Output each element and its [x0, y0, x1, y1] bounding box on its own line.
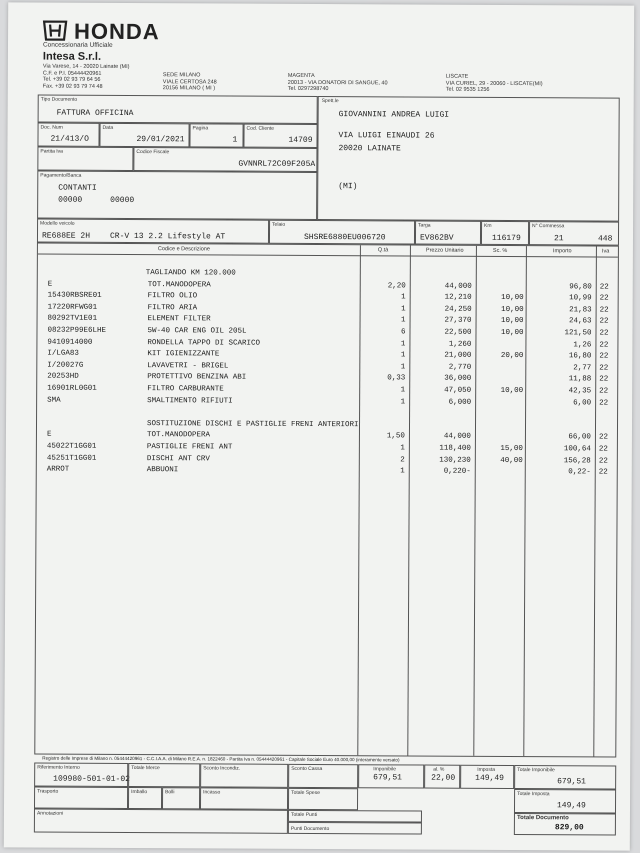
km-label: Km: [484, 222, 492, 229]
item-description: FILTRO CARBURANTE: [147, 385, 224, 394]
item-description: ABBUONI: [146, 466, 179, 475]
item-code: 80292TV1E01: [47, 314, 98, 324]
doc-type-value: FATTURA OFFICINA: [56, 108, 134, 119]
item-quantity: 2,20: [387, 281, 406, 291]
item-unit-price: 21,000: [444, 351, 472, 360]
item-unit-price: 118,400: [439, 444, 471, 453]
packing-box: [128, 787, 162, 809]
payment-box: [37, 171, 317, 220]
item-discount: 10,00: [501, 317, 524, 326]
job-number-value: 448: [597, 234, 613, 244]
item-code: 9410914000: [47, 338, 93, 347]
item-vat: 22: [599, 387, 609, 396]
item-description: KIT IGIENIZZANTE: [147, 350, 220, 359]
column-header-description: Codice e Descrizione: [157, 246, 210, 253]
item-vat: 22: [598, 457, 608, 466]
rate-box: [424, 765, 460, 789]
total-tax-box: [514, 789, 616, 814]
item-description: RONDELLA TAPPO DI SCARICO: [147, 338, 260, 348]
packing-label: Imballo: [131, 789, 148, 796]
discount-box: [200, 763, 288, 787]
customer-box: [317, 96, 620, 222]
branch-line: LISCATE: [445, 73, 469, 80]
goods-total-label: Totale Merce: [131, 765, 160, 772]
taxable-value: 679,51: [373, 773, 402, 783]
internal-ref-box: [34, 763, 128, 787]
item-unit-price: 6,000: [448, 398, 472, 407]
branch-line: Tel. 0297298740: [287, 85, 329, 93]
doc-type-box: [38, 95, 318, 124]
column-header-amount: Importo: [552, 248, 572, 255]
item-code: 16901RL0G01: [47, 384, 97, 393]
item-unit-price: 24,250: [444, 305, 472, 314]
document-total-box: [514, 813, 616, 836]
branch-line: 20156 MILANO ( MI ): [162, 85, 216, 92]
branch-line: 20013 - VIA DONATORI DI SANGUE, 40: [287, 79, 388, 86]
doc-date-box: [99, 123, 189, 147]
plate-box: [415, 221, 481, 245]
tax-value: 149,49: [475, 773, 504, 783]
branch-milano: [163, 72, 217, 92]
payment-code: 00000: [110, 195, 135, 206]
item-code: 17220RFWG01: [47, 303, 98, 312]
item-unit-price: 27,370: [444, 317, 472, 326]
item-code: I/LGA83: [47, 349, 79, 358]
discount-label: Sconto Incondiz.: [203, 765, 241, 772]
chassis-value: SHSRE6880EU006720: [303, 232, 386, 243]
item-amount: 121,50: [564, 329, 592, 338]
branch-line: MAGENTA: [287, 72, 315, 79]
item-unit-price: 130,230: [439, 456, 471, 465]
km-value: 116179: [491, 233, 521, 244]
registry-notice: Registro delle Imprese di Milano n. 05444420961 - C.C.I.A.A. di Milano R.E.A. n. 1822460 - Partita Iva n. 05444420961 - Capitale Sociale Euro 40.000,00 (interamente versato): [42, 755, 400, 763]
branch-liscate: [446, 74, 543, 94]
item-description: [147, 408, 407, 409]
item-amount: 96,80: [569, 282, 592, 292]
customer-province: (MI): [338, 182, 358, 192]
internal-ref-label: Riferimento Interno: [37, 764, 80, 771]
address-line: Tel. +39 02 93 79 64 56: [42, 76, 101, 83]
item-description: TOT.MANODOPERA: [147, 280, 211, 290]
doc-date-value: 29/01/2021: [136, 135, 185, 145]
customer-name: GIOVANNINI ANDREA LUIGI: [338, 110, 450, 120]
item-quantity: 1: [400, 363, 406, 372]
fiscal-code-label: Codice Fiscale: [136, 149, 170, 156]
item-quantity: 6: [400, 328, 406, 337]
taxable-label: Imponibile: [373, 766, 397, 773]
doc-page-label: Pagina: [192, 125, 209, 132]
doc-type-label: Tipo Documento: [40, 96, 78, 103]
invoice-paper: [4, 2, 634, 850]
branch-line: VIALE CERTOSA 248: [162, 78, 217, 85]
item-vat: 22: [599, 399, 609, 408]
transport-box: [34, 787, 128, 809]
item-amount: 11,88: [568, 375, 592, 384]
item-unit-price: 44,000: [443, 433, 471, 442]
fiscal-code-box: [133, 147, 317, 172]
item-vat: 22: [599, 283, 609, 292]
total-tax-label: Totale Imposta: [517, 791, 550, 798]
client-code-box: [243, 124, 317, 148]
transport-label: Trasporto: [37, 788, 59, 795]
vat-box: [37, 147, 133, 172]
internal-ref-value: 109980-501-01-02: [53, 774, 130, 785]
company-address: [43, 64, 130, 90]
item-code: 08232P99E6LHE: [47, 326, 107, 335]
branch-line: VIA CURIEL, 29 - 20060 - LISCATE(MI): [445, 80, 543, 87]
honda-wing-icon: [42, 20, 68, 42]
doc-points-box: [288, 822, 422, 835]
item-amount: 6,00: [573, 398, 592, 408]
item-description: DISCHI ANT CRV: [146, 454, 210, 464]
item-vat: 22: [599, 329, 609, 338]
item-quantity: 1: [400, 398, 406, 407]
column-header-unit-price: Prezzo Unitario: [425, 247, 464, 254]
doc-points-label: Punti Documento: [290, 825, 330, 833]
item-description: LAVAVETRI - BRIGEL: [147, 361, 229, 371]
doc-page-box: [189, 123, 243, 147]
item-code: I/20027G: [47, 361, 84, 370]
column-header-vat: Iva: [601, 248, 610, 255]
item-quantity: 2: [400, 456, 405, 465]
item-code: ARROT: [46, 465, 70, 474]
client-code-label: Cod. Cliente: [246, 125, 275, 132]
doc-page-value: 1: [232, 135, 238, 145]
item-vat: 22: [598, 445, 608, 454]
rate-label: al. %: [433, 766, 445, 773]
total-taxable-box: [514, 765, 616, 790]
job-number-box: [529, 221, 619, 245]
item-amount: 10,99: [569, 294, 592, 303]
column-header-quantity: Q.tà: [377, 247, 389, 254]
payment-value: CONTANTI: [58, 183, 97, 193]
tax-label: Imposta: [477, 766, 496, 773]
brand-subtitle: Concessionaria Ufficiale: [42, 41, 113, 49]
points-label: Totale Punti: [290, 811, 318, 818]
item-amount: 1,26: [573, 340, 592, 350]
item-code: [48, 269, 148, 270]
table-row: [37, 466, 617, 481]
rate-value: 22,00: [431, 773, 456, 783]
item-amount: 42,35: [568, 387, 592, 396]
item-discount: 10,00: [501, 294, 524, 303]
item-unit-price: 0,220-: [443, 467, 471, 476]
item-unit-price: 47,050: [444, 386, 472, 395]
header-divider: [38, 254, 618, 258]
item-vat: 22: [598, 433, 608, 442]
item-code: SMA: [47, 396, 61, 405]
item-unit-price: 12,210: [444, 293, 472, 302]
branch-line: Tel. 02 9535 1256: [445, 86, 490, 93]
item-amount: 156,28: [563, 456, 591, 466]
model-description: CR-V 13 2.2 Lifestyle AT: [109, 231, 226, 242]
item-vat: 22: [599, 294, 609, 303]
brand-name: HONDA: [74, 18, 160, 45]
document-total-value: 829,00: [554, 823, 584, 833]
item-description: PROTETTIVO BENZINA ABI: [147, 373, 247, 383]
notes-box: [34, 809, 288, 834]
item-vat: 22: [598, 468, 608, 477]
expenses-box: [288, 788, 358, 810]
item-quantity: 1: [401, 293, 406, 302]
chassis-label: Telaio: [272, 221, 286, 228]
doc-date-label: Data: [102, 124, 114, 131]
item-quantity: 1: [400, 386, 406, 395]
item-quantity: 1: [400, 444, 405, 453]
item-amount: 100,64: [563, 445, 591, 454]
item-description: FILTRO OLIO: [147, 292, 198, 301]
item-discount: 15,00: [500, 444, 523, 454]
job-number-year: 21: [553, 234, 564, 244]
job-number-label: N° Commessa: [532, 223, 565, 230]
item-vat: 22: [599, 352, 609, 361]
item-description: SOSTITUZIONE DISCHI E PASTIGLIE FRENI ANTERIORI: [146, 419, 359, 430]
item-amount: 24,63: [569, 317, 592, 326]
item-vat: 22: [599, 341, 609, 350]
points-box: [288, 810, 422, 823]
item-unit-price: 36,000: [444, 375, 472, 384]
item-description: ELEMENT FILTER: [147, 315, 211, 324]
item-code: 15430RBSRE01: [47, 291, 102, 301]
branch-magenta: [288, 73, 388, 93]
address-line: Via Varese, 14 - 20020 Lainate (MI): [42, 63, 130, 71]
document-total-label: Totale Documento: [516, 815, 569, 822]
item-code: [47, 408, 147, 409]
item-vat: 22: [599, 317, 609, 326]
model-box: [37, 219, 269, 244]
stamps-label: Bolli: [165, 789, 175, 796]
item-amount: 21,83: [569, 306, 592, 315]
item-description: TOT.MANODOPERA: [146, 431, 210, 440]
goods-total-box: [128, 763, 200, 787]
item-quantity: 1: [401, 305, 406, 314]
item-amount: 66,00: [568, 433, 591, 442]
doc-num-box: [37, 123, 99, 147]
client-code-value: 14709: [288, 135, 313, 145]
item-quantity: 1: [400, 467, 405, 476]
item-description: FILTRO ARIA: [147, 303, 198, 313]
column-header-discount: Sc. %: [492, 247, 508, 254]
item-quantity: 1: [400, 340, 406, 349]
address-line: C.F. e P.I. 05444420961: [42, 70, 102, 77]
taxable-box: [358, 764, 424, 788]
item-code: E: [46, 430, 52, 439]
item-code: E: [47, 280, 53, 289]
item-amount: 16,80: [568, 352, 592, 361]
item-unit-price: 1,260: [448, 340, 472, 349]
item-discount: 40,00: [500, 456, 523, 465]
item-discount: 10,00: [500, 328, 524, 338]
item-vat: 22: [599, 375, 609, 384]
item-code: 45251T1GG01: [46, 454, 97, 463]
collection-box: [200, 787, 288, 809]
cash-discount-box: [288, 764, 358, 788]
branch-line: SEDE MILANO: [162, 72, 201, 79]
plate-label: Targa: [418, 222, 431, 229]
customer-city: 20020 LAINATE: [338, 144, 401, 154]
customer-label: Spett.le: [321, 98, 339, 105]
item-code: 45022T1GG01: [46, 442, 97, 451]
doc-num-label: Doc. Num: [40, 124, 63, 131]
total-tax-value: 149,49: [556, 801, 586, 811]
doc-num-value: 21/413/O: [50, 134, 89, 144]
item-unit-price: 2,770: [448, 363, 472, 372]
item-description: SMALTIMENTO RIFIUTI: [147, 396, 233, 406]
company-name: Intesa S.r.l.: [42, 50, 102, 63]
item-unit-price: 44,000: [444, 282, 472, 291]
customer-street: VIA LUIGI EINAUDI 26: [338, 131, 435, 141]
item-quantity: 0,33: [387, 374, 406, 383]
cash-discount-label: Sconto Cassa: [291, 765, 323, 773]
address-line: Fax. +39 02 93 79 74 48: [42, 83, 103, 90]
item-amount: 2,77: [573, 364, 592, 373]
total-taxable-value: 679,51: [557, 777, 586, 787]
payment-code: 00000: [58, 195, 83, 205]
vat-label: Partita Iva: [40, 148, 63, 155]
payment-label: Pagamento/Banca: [40, 172, 82, 179]
item-amount: 0,22-: [568, 468, 591, 477]
stamps-box: [162, 787, 200, 809]
item-discount: 10,00: [501, 305, 524, 314]
notes-label: Annotazioni: [36, 810, 64, 817]
item-description: PASTIGLIE FRENI ANT: [146, 443, 233, 452]
fiscal-code-value: GVNNRL72C09F205A: [238, 159, 316, 169]
item-code: [47, 419, 147, 420]
total-taxable-label: Totale Imponibile: [517, 767, 555, 774]
item-quantity: 1: [401, 316, 406, 325]
expenses-label: Totale Spese: [291, 789, 321, 797]
item-discount: 10,00: [500, 386, 524, 396]
model-label: Modello veicolo: [40, 220, 75, 227]
item-unit-price: 22,500: [444, 328, 472, 337]
plate-value: EV862BV: [419, 233, 454, 243]
km-box: [481, 221, 529, 245]
model-code: RE688EE 2H: [41, 231, 91, 241]
item-code: 20253HD: [47, 372, 79, 382]
item-description: TAGLIANDO KM 120.000: [145, 269, 236, 278]
chassis-box: [269, 220, 415, 245]
item-quantity: 1,50: [386, 432, 405, 441]
item-vat: 22: [599, 364, 609, 373]
item-description: 5W-40 CAR ENG OIL 205L: [147, 327, 247, 336]
items-table: [34, 243, 619, 758]
item-discount: 20,00: [500, 352, 524, 361]
item-vat: 22: [599, 306, 609, 315]
tax-box: [460, 765, 514, 789]
collection-label: Incasso: [203, 789, 221, 796]
item-quantity: 1: [400, 351, 406, 360]
